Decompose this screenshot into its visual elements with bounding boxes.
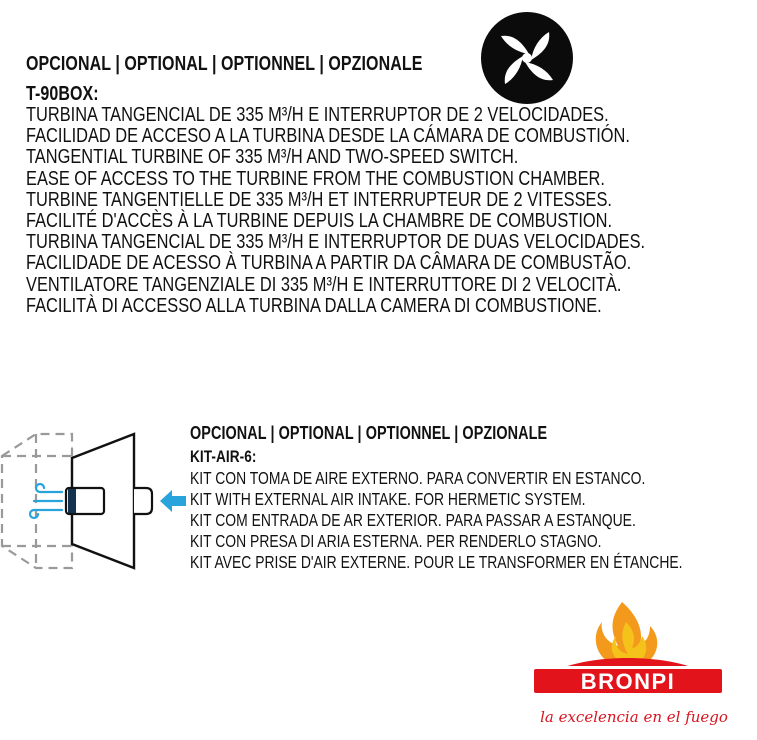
description-line: KIT AVEC PRISE D'AIR EXTERNE. POUR LE TRANSFORMER EN ÉTANCHE.: [190, 552, 683, 572]
description-line: KIT WITH EXTERNAL AIR INTAKE. FOR HERMETIC SYSTEM.: [190, 489, 586, 509]
description-line: FACILIDAD DE ACCESO A LA TURBINA DESDE LA CÁMARA DE COMBUSTIÓN.: [26, 124, 630, 148]
section-heading-optional: OPCIONAL | OPTIONAL | OPTIONNEL | OPZIONALE: [26, 53, 423, 75]
description-line: FACILITÀ DI ACCESSO ALLA TURBINA DALLA CAMERA DI COMBUSTIONE.: [26, 293, 602, 317]
flame-icon: [596, 602, 658, 662]
model-name-t90box: T-90BOX:: [26, 83, 99, 105]
description-line: TANGENTIAL TURBINE OF 335 M³/H AND TWO-SPEED SWITCH.: [26, 145, 519, 169]
description-line: VENTILATORE TANGENZIALE DI 335 M³/H E INTERRUTTORE DI 2 VELOCITÀ.: [26, 272, 622, 296]
logo-tagline: la excelencia en el fuego: [540, 708, 728, 726]
description-line: EASE OF ACCESS TO THE TURBINE FROM THE COMBUSTION CHAMBER.: [26, 166, 605, 190]
description-line: FACILIDADE DE ACESSO À TURBINA A PARTIR DA CÂMARA DE COMBUSTÃO.: [26, 251, 632, 275]
kit-air-6-description: [190, 468, 683, 573]
t90box-description: [26, 104, 645, 316]
description-line: TURBINA TANGENCIAL DE 335 M³/H E INTERRUPTOR DE DUAS VELOCIDADES.: [26, 230, 646, 254]
description-line: KIT CON PRESA DI ARIA ESTERNA. PER RENDERLO STAGNO.: [190, 531, 602, 551]
description-line: FACILITÉ D'ACCÈS À LA TURBINE DEPUIS LA CHAMBRE DE COMBUSTION.: [26, 209, 613, 233]
description-line: TURBINA TANGENCIAL DE 335 M³/H E INTERRUPTOR DE 2 VELOCIDADES.: [26, 103, 609, 126]
fan-icon: [479, 10, 575, 106]
logo-brand-text: BRONPI: [580, 669, 676, 694]
bronpi-logo: [508, 596, 748, 736]
description-line: KIT COM ENTRADA DE AR EXTERIOR. PARA PASSAR A ESTANQUE.: [190, 510, 636, 530]
model-name-kit-air-6: KIT-AIR-6:: [190, 447, 257, 466]
description-line: KIT CON TOMA DE AIRE EXTERNO. PARA CONVERTIR EN ESTANCO.: [190, 468, 646, 488]
description-line: TURBINE TANGENTIELLE DE 335 M³/H ET INTERRUPTEUR DE 2 VITESSES.: [26, 187, 612, 211]
section-heading-optional: OPCIONAL | OPTIONAL | OPTIONNEL | OPZIONALE: [190, 423, 548, 443]
air-intake-diagram-icon: [0, 418, 192, 588]
